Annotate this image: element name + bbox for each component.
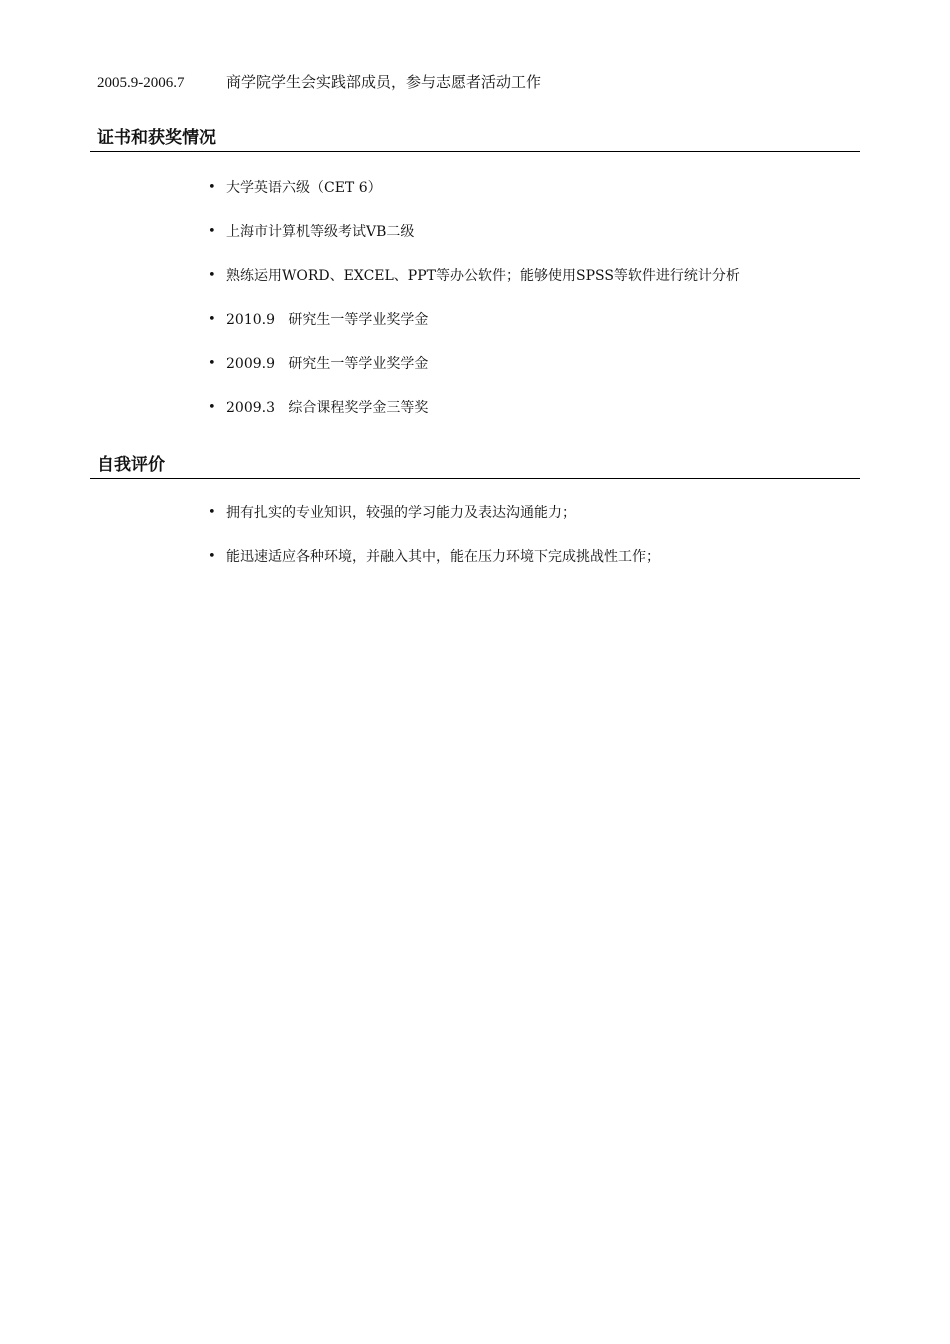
awards-section [90,127,860,442]
bullet-icon: • [208,400,216,415]
list-item [90,178,860,222]
awards-section-title: 证书和获奖情况 [97,128,216,148]
award-text: 2009.3 综合课程奖学金三等奖 [226,400,429,416]
self-evaluation-divider [90,478,860,479]
list-item [90,266,860,310]
list-item [90,503,860,547]
self-evaluation-title: 自我评价 [97,455,165,475]
award-text: 大学英语六级（CET 6） [226,180,382,196]
bullet-icon: • [208,505,216,520]
awards-list [90,178,860,442]
experience-description: 商学院学生会实践部成员，参与志愿者活动工作 [226,73,542,91]
self-evaluation-section [90,454,860,591]
bullet-icon: • [208,312,216,327]
list-item [90,354,860,398]
award-text: 上海市计算机等级考试VB二级 [226,224,415,240]
experience-entry [97,72,541,93]
bullet-icon: • [208,268,216,283]
self-evaluation-text: 能迅速适应各种环境，并融入其中，能在压力环境下完成挑战性工作； [226,549,660,565]
awards-divider [90,151,860,152]
self-evaluation-list [90,503,860,591]
self-evaluation-text: 拥有扎实的专业知识，较强的学习能力及表达沟通能力； [226,505,576,521]
bullet-icon: • [208,549,216,564]
list-item [90,398,860,442]
award-text: 熟练运用WORD、EXCEL、PPT等办公软件；能够使用SPSS等软件进行统计分析 [226,268,740,284]
list-item [90,222,860,266]
bullet-icon: • [208,180,216,195]
list-item [90,310,860,354]
award-text: 2009.9 研究生一等学业奖学金 [226,356,429,372]
award-text: 2010.9 研究生一等学业奖学金 [226,312,429,328]
experience-date: 2005.9-2006.7 [97,75,185,91]
bullet-icon: • [208,356,216,371]
list-item [90,547,860,591]
bullet-icon: • [208,224,216,239]
